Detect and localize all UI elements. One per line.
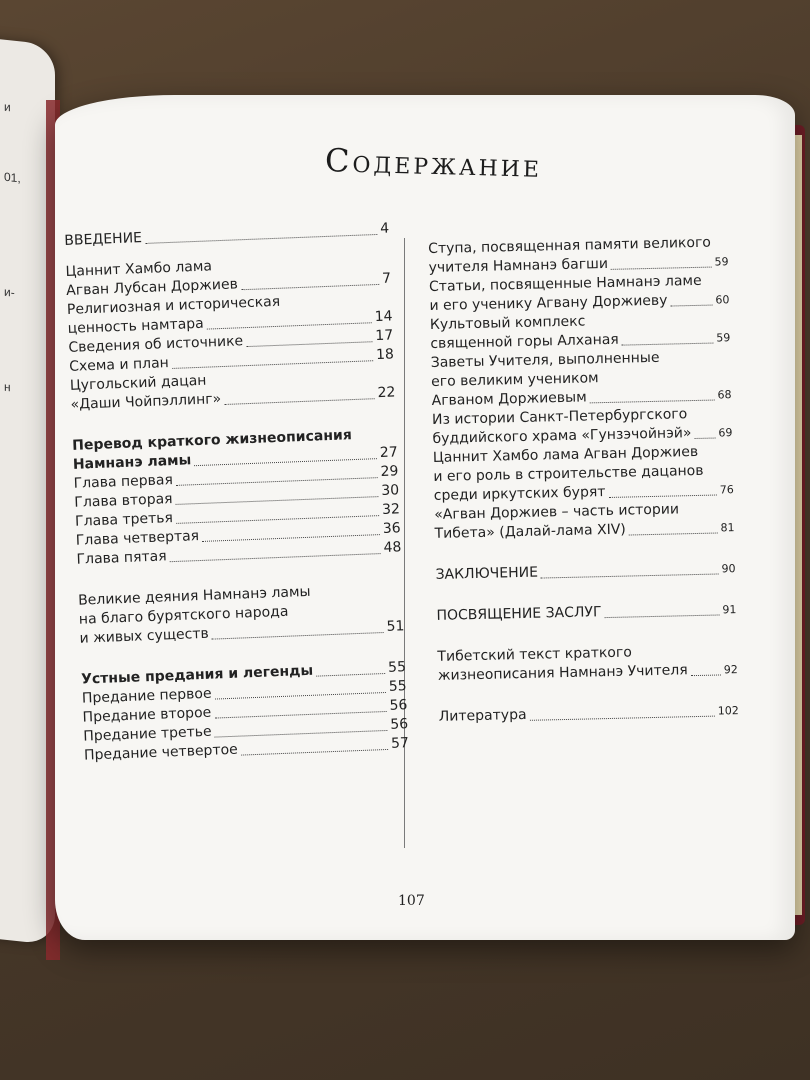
leader-dots <box>316 673 385 677</box>
toc-entry-line: Религиозная и историческая <box>66 293 281 318</box>
toc-page-number: 90 <box>721 562 736 576</box>
leader-dots <box>605 614 720 618</box>
toc-right-column <box>428 233 739 727</box>
toc-page-number: 18 <box>375 346 395 364</box>
toc-entry-title: Устные предания и легенды <box>80 662 314 688</box>
toc-entry-line: Цугольский дацан <box>69 372 207 394</box>
toc-left-column <box>64 220 409 766</box>
toc-entry-title: Глава первая <box>73 472 174 492</box>
leader-dots <box>611 267 712 270</box>
toc-entry-title: «Даши Чойпэллинг» <box>70 391 222 413</box>
toc-page-number: 48 <box>383 539 402 556</box>
toc-entry-title: Глава вторая <box>74 491 173 511</box>
toc-entry-line: его великим учеником <box>431 370 599 390</box>
toc-page-number: 7 <box>381 270 392 287</box>
toc-entry-title: жизнеописания Намнанэ Учителя <box>437 662 688 684</box>
toc-page-number: 27 <box>379 444 399 462</box>
previous-page-fragment: и- <box>4 284 15 300</box>
toc-entry-title: Намнанэ ламы <box>72 452 192 473</box>
leader-dots <box>590 400 715 404</box>
toc-entry-title: среди иркутских бурят <box>433 484 606 504</box>
toc-entry-title: Предание четвертое <box>83 741 239 764</box>
toc-entry-title: Предание второе <box>82 704 212 726</box>
toc-page-number: 17 <box>375 327 394 345</box>
toc-entry-line: Цаннит Хамбо лама Агван Доржиев <box>432 443 699 466</box>
toc-page-number: 59 <box>716 331 731 345</box>
toc-entry-line: Заветы Учителя, выполненные <box>430 349 660 371</box>
toc-page-number: 56 <box>389 697 408 714</box>
toc-page-number: 51 <box>386 618 405 635</box>
page-number: 107 <box>398 893 425 909</box>
leader-dots <box>691 674 721 676</box>
toc-page-number: 32 <box>381 501 401 518</box>
previous-page-fragment: н <box>4 379 11 395</box>
toc-page-number: 30 <box>381 482 400 500</box>
toc-entry-title: и его ученику Агвану Доржиеву <box>429 292 668 314</box>
toc-page-number: 102 <box>717 704 739 718</box>
toc-entry-title: Предание третье <box>83 723 212 745</box>
toc-page-number: 92 <box>723 663 738 677</box>
toc-entry-line: Из истории Санкт-Петербургского <box>431 406 688 428</box>
toc-entry-title: Глава четвертая <box>75 528 200 549</box>
leader-dots <box>609 495 717 498</box>
toc-entry-title: ЗАКЛЮЧЕНИЕ <box>435 564 539 583</box>
toc-entry-line: и его роль в строительстве дацанов <box>433 462 704 485</box>
leader-dots <box>530 716 715 721</box>
toc-entry-line: на благо бурятского народа <box>78 603 289 628</box>
toc-entry-title: буддийского храма «Гунзэчойнэй» <box>432 425 692 447</box>
toc-entry-line: Великие деяния Намнанэ ламы <box>77 583 311 609</box>
toc-page-number: 4 <box>379 220 390 237</box>
toc-page-number: 22 <box>377 384 396 402</box>
toc-page-number: 68 <box>717 388 732 402</box>
leader-dots <box>695 438 716 439</box>
toc-entry-line: Цаннит Хамбо лама <box>65 258 213 280</box>
toc-page-number: 56 <box>390 716 409 733</box>
leader-dots <box>629 533 718 536</box>
toc-entry-title: Сведения об источнике <box>68 333 244 356</box>
toc-page-number: 59 <box>714 255 729 269</box>
previous-page-fragment: 01, <box>4 169 21 186</box>
toc-page-number: 91 <box>722 603 737 617</box>
toc-entry-line: Перевод краткого жизнеописания <box>71 427 353 454</box>
leader-dots <box>541 573 719 578</box>
toc-entry-title: ПОСВЯЩЕНИЕ ЗАСЛУГ <box>436 604 602 624</box>
toc-page-number: 36 <box>382 520 401 537</box>
toc-entry-title: учителя Намнанэ багши <box>428 255 609 276</box>
toc-entry-title: Схема и план <box>68 355 170 375</box>
toc-entry-line: Статьи, посвященные Намнанэ ламе <box>428 272 702 295</box>
toc-entry-title: Литература <box>438 706 527 725</box>
toc-entry-line: «Агван Доржиев – часть истории <box>434 501 680 523</box>
toc-entry-title: Глава третья <box>74 510 174 530</box>
toc-entry-title: и живых существ <box>79 625 210 647</box>
toc-page-number: 76 <box>719 483 734 497</box>
toc-entry-title: Агван Лубсан Доржиев <box>65 276 239 299</box>
page-title: Содержание <box>324 141 543 185</box>
toc-page-number: 57 <box>390 735 410 752</box>
toc-page-number: 69 <box>718 426 733 440</box>
column-divider <box>404 238 405 848</box>
toc-entry-line: Ступа, посвященная памяти великого <box>428 234 712 257</box>
toc-page-number: 60 <box>715 293 730 307</box>
toc-entry-title: ценность намтара <box>67 315 204 337</box>
toc-page-number: 55 <box>387 659 407 676</box>
toc-entry-title: Агваном Доржиевым <box>431 389 587 409</box>
leader-dots <box>622 343 714 346</box>
toc-entry-title: Тибета» (Далай-лама XIV) <box>434 521 626 542</box>
toc-entry-title: ВВЕДЕНИЕ <box>64 230 143 249</box>
leader-dots <box>671 305 713 307</box>
previous-page-fragment: и <box>4 99 11 115</box>
toc-page-number: 81 <box>720 521 735 535</box>
toc-entry-line: Культовый комплекс <box>429 313 586 333</box>
toc-entry-title: Глава пятая <box>76 548 167 568</box>
toc-entry-line: Тибетский текст краткого <box>437 644 632 665</box>
leader-dots <box>241 749 388 756</box>
toc-page-number: 29 <box>380 463 399 481</box>
toc-page-number: 55 <box>388 678 407 695</box>
toc-entry-title: Предание первое <box>81 685 212 707</box>
toc-page-number: 14 <box>374 308 393 326</box>
toc-entry-title: священной горы Алханая <box>430 331 619 352</box>
